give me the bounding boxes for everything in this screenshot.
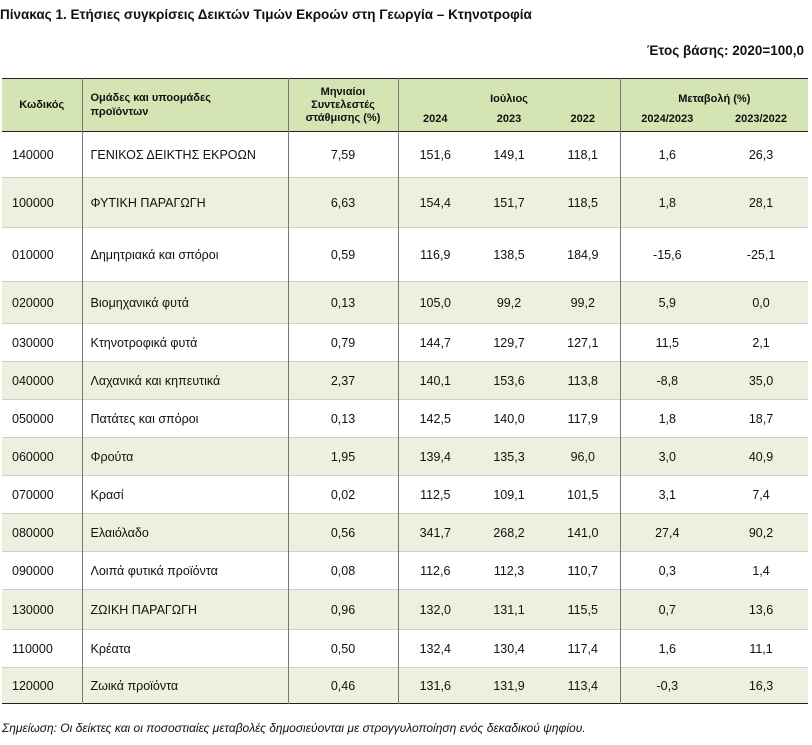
row-value-2024: 140,1 bbox=[398, 362, 472, 400]
row-name: Κτηνοτροφικά φυτά bbox=[82, 324, 288, 362]
row-change-2024-2023: 0,3 bbox=[620, 552, 714, 590]
row-weight: 2,37 bbox=[288, 362, 398, 400]
row-value-2023: 131,1 bbox=[472, 590, 546, 630]
row-code: 110000 bbox=[12, 641, 53, 656]
row-name: Δημητριακά και σπόροι bbox=[82, 228, 288, 282]
row-value-2022: 117,4 bbox=[567, 641, 598, 656]
row-value-2024: 144,7 bbox=[398, 324, 472, 362]
row-weight: 0,59 bbox=[288, 228, 398, 282]
row-value-2023: 153,6 bbox=[472, 362, 546, 400]
row-change-2023-2022: 16,3 bbox=[714, 668, 808, 704]
row-value-2024: 139,4 bbox=[398, 438, 472, 476]
table-row bbox=[2, 362, 808, 400]
row-change-2023-2022: 35,0 bbox=[714, 362, 808, 400]
header-groups bbox=[82, 79, 288, 132]
row-weight: 0,02 bbox=[288, 476, 398, 514]
table-body bbox=[2, 132, 808, 704]
header-code: Κωδικός bbox=[2, 79, 82, 132]
row-change-2024-2023: 5,9 bbox=[620, 282, 714, 324]
row-code: 050000 bbox=[12, 411, 54, 426]
table-row bbox=[2, 178, 808, 228]
price-index-table bbox=[2, 78, 808, 704]
row-weight: 0,46 bbox=[288, 668, 398, 704]
row-weight: 0,56 bbox=[288, 514, 398, 552]
row-value-2022: 184,9 bbox=[567, 247, 599, 262]
table-row bbox=[2, 132, 808, 178]
table-row bbox=[2, 514, 808, 552]
table-row bbox=[2, 476, 808, 514]
row-name: Φρούτα bbox=[82, 438, 288, 476]
row-code: 010000 bbox=[12, 247, 54, 262]
row-value-2023: 112,3 bbox=[493, 563, 525, 578]
row-change-2023-2022: 7,4 bbox=[752, 487, 770, 502]
row-value-2022: 118,1 bbox=[567, 147, 598, 162]
row-name: Ελαιόλαδο bbox=[82, 514, 288, 552]
table-row bbox=[2, 400, 808, 438]
row-code: 100000 bbox=[2, 178, 82, 228]
row-weight: 0,13 bbox=[288, 400, 398, 438]
row-change-2023-2022: 28,1 bbox=[714, 178, 808, 228]
row-name: Λοιπά φυτικά προϊόντα bbox=[82, 552, 288, 590]
row-change-2024-2023: -15,6 bbox=[620, 228, 714, 282]
row-change-2024-2023: 1,8 bbox=[620, 400, 714, 438]
header-weights bbox=[288, 79, 398, 132]
row-code: 060000 bbox=[2, 438, 82, 476]
row-weight: 6,63 bbox=[288, 178, 398, 228]
row-value-2024: 132,0 bbox=[398, 590, 472, 630]
table-row bbox=[2, 630, 808, 668]
row-value-2022: 113,4 bbox=[546, 668, 620, 704]
row-change-2024-2023: 27,4 bbox=[620, 514, 714, 552]
header-year-2022: 2022 bbox=[546, 107, 620, 132]
row-name: Πατάτες και σπόροι bbox=[82, 400, 288, 438]
row-weight: 7,59 bbox=[288, 132, 398, 178]
row-value-2023: 135,3 bbox=[472, 438, 546, 476]
header-year-2024: 2024 bbox=[398, 107, 472, 132]
base-year: Έτος βάσης: 2020=100,0 bbox=[646, 43, 804, 58]
row-change-2024-2023: 3,0 bbox=[620, 438, 714, 476]
row-change-2024-2023: -0,3 bbox=[620, 668, 714, 704]
header-weights-line1: Μηνιαίοι bbox=[320, 85, 366, 98]
table-title: Πίνακας 1. Ετήσιες συγκρίσεις Δεικτών Τιμών Εκροών στη Γεωργία – Κτηνοτροφία bbox=[0, 7, 532, 22]
header-change-2023-2022: 2023/2022 bbox=[714, 107, 808, 132]
row-value-2022: 99,2 bbox=[546, 282, 620, 324]
row-weight: 0,50 bbox=[288, 630, 398, 668]
row-value-2024: 131,6 bbox=[398, 668, 472, 704]
row-code: 030000 bbox=[12, 335, 54, 350]
row-value-2024: 112,5 bbox=[398, 476, 472, 514]
row-value-2024: 151,6 bbox=[398, 132, 472, 178]
header-groups-line2: προϊόντων bbox=[90, 106, 149, 118]
row-value-2022: 101,5 bbox=[567, 487, 599, 502]
row-name: ΓΕΝΙΚΟΣ ΔΕΙΚΤΗΣ ΕΚΡΟΩΝ bbox=[82, 132, 288, 178]
row-value-2023: 268,2 bbox=[472, 514, 546, 552]
row-value-2024: 105,0 bbox=[398, 282, 472, 324]
table-row bbox=[2, 438, 808, 476]
row-value-2022: 96,0 bbox=[546, 438, 620, 476]
table-row bbox=[2, 324, 808, 362]
row-code: 130000 bbox=[2, 590, 82, 630]
row-weight: 0,08 bbox=[288, 552, 398, 590]
row-change-2024-2023: 11,5 bbox=[620, 324, 714, 362]
row-change-2023-2022: 90,2 bbox=[714, 514, 808, 552]
row-value-2023: 140,0 bbox=[493, 411, 525, 426]
header-weights-line3: στάθμισης (%) bbox=[305, 111, 381, 124]
table-row bbox=[2, 552, 808, 590]
header-weights-line2: Συντελεστές bbox=[311, 98, 375, 111]
row-weight: 1,95 bbox=[288, 438, 398, 476]
row-value-2024: 132,4 bbox=[398, 630, 472, 668]
row-code: 070000 bbox=[12, 487, 54, 502]
row-change-2023-2022: 2,1 bbox=[752, 335, 770, 350]
header-groups-line1: Ομάδες και υποομάδες bbox=[90, 92, 211, 104]
row-change-2023-2022: 13,6 bbox=[714, 590, 808, 630]
row-change-2023-2022: 18,7 bbox=[748, 411, 774, 426]
row-code: 090000 bbox=[12, 563, 54, 578]
row-change-2023-2022: 11,1 bbox=[749, 641, 773, 656]
row-change-2024-2023: 1,6 bbox=[620, 132, 714, 178]
row-change-2023-2022: 26,3 bbox=[748, 147, 774, 162]
row-value-2022: 127,1 bbox=[567, 335, 599, 350]
row-code: 020000 bbox=[2, 282, 82, 324]
table-row bbox=[2, 228, 808, 282]
footnote: Σημείωση: Οι δείκτες και οι ποσοστιαίες μεταβολές δημοσιεύονται με στρογγυλοποίηση ενός δεκαδικού ψηφίου. bbox=[2, 721, 586, 735]
row-value-2023: 131,9 bbox=[472, 668, 546, 704]
row-value-2023: 138,5 bbox=[493, 247, 525, 262]
row-code: 140000 bbox=[12, 147, 54, 162]
row-name: ΖΩΙΚΗ ΠΑΡΑΓΩΓΗ bbox=[82, 590, 288, 630]
row-value-2023: 149,1 bbox=[493, 147, 525, 162]
row-name: Λαχανικά και κηπευτικά bbox=[82, 362, 288, 400]
header-july: Ιούλιος bbox=[398, 79, 620, 108]
row-value-2022: 115,5 bbox=[546, 590, 620, 630]
row-code: 120000 bbox=[2, 668, 82, 704]
row-value-2023: 151,7 bbox=[472, 178, 546, 228]
header-year-2023: 2023 bbox=[472, 107, 546, 132]
row-value-2024: 142,5 bbox=[398, 400, 472, 438]
row-value-2024: 116,9 bbox=[398, 228, 472, 282]
table-row bbox=[2, 590, 808, 630]
row-weight: 0,79 bbox=[288, 324, 398, 362]
row-change-2024-2023: 0,7 bbox=[620, 590, 714, 630]
row-value-2024: 112,6 bbox=[398, 552, 472, 590]
row-change-2023-2022: 1,4 bbox=[752, 563, 770, 578]
row-value-2023: 130,4 bbox=[493, 641, 525, 656]
header-change: Μεταβολή (%) bbox=[620, 79, 808, 108]
table-row bbox=[2, 282, 808, 324]
row-code: 040000 bbox=[2, 362, 82, 400]
row-value-2024: 341,7 bbox=[398, 514, 472, 552]
row-weight: 0,13 bbox=[288, 282, 398, 324]
row-code: 080000 bbox=[2, 514, 82, 552]
table-header bbox=[2, 79, 808, 132]
row-change-2024-2023: 1,6 bbox=[620, 630, 714, 668]
row-name: Κρέατα bbox=[82, 630, 288, 668]
row-value-2022: 141,0 bbox=[546, 514, 620, 552]
row-name: ΦΥΤΙΚΗ ΠΑΡΑΓΩΓΗ bbox=[82, 178, 288, 228]
row-value-2022: 113,8 bbox=[546, 362, 620, 400]
row-value-2023: 99,2 bbox=[472, 282, 546, 324]
row-change-2023-2022: -25,1 bbox=[746, 247, 776, 262]
row-change-2023-2022: 0,0 bbox=[714, 282, 808, 324]
row-change-2024-2023: 1,8 bbox=[620, 178, 714, 228]
row-weight: 0,96 bbox=[288, 590, 398, 630]
row-value-2022: 117,9 bbox=[567, 411, 598, 426]
price-index-table-container bbox=[2, 78, 808, 704]
row-change-2024-2023: -8,8 bbox=[620, 362, 714, 400]
header-change-2024-2023: 2024/2023 bbox=[620, 107, 714, 132]
table-row bbox=[2, 668, 808, 704]
row-value-2024: 154,4 bbox=[398, 178, 472, 228]
row-value-2023: 129,7 bbox=[493, 335, 525, 350]
row-name: Βιομηχανικά φυτά bbox=[82, 282, 288, 324]
row-value-2022: 118,5 bbox=[546, 178, 620, 228]
row-name: Ζωικά προϊόντα bbox=[82, 668, 288, 704]
row-change-2023-2022: 40,9 bbox=[714, 438, 808, 476]
row-change-2024-2023: 3,1 bbox=[620, 476, 714, 514]
row-value-2022: 110,7 bbox=[567, 563, 598, 578]
row-name: Κρασί bbox=[82, 476, 288, 514]
row-value-2023: 109,1 bbox=[493, 487, 525, 502]
